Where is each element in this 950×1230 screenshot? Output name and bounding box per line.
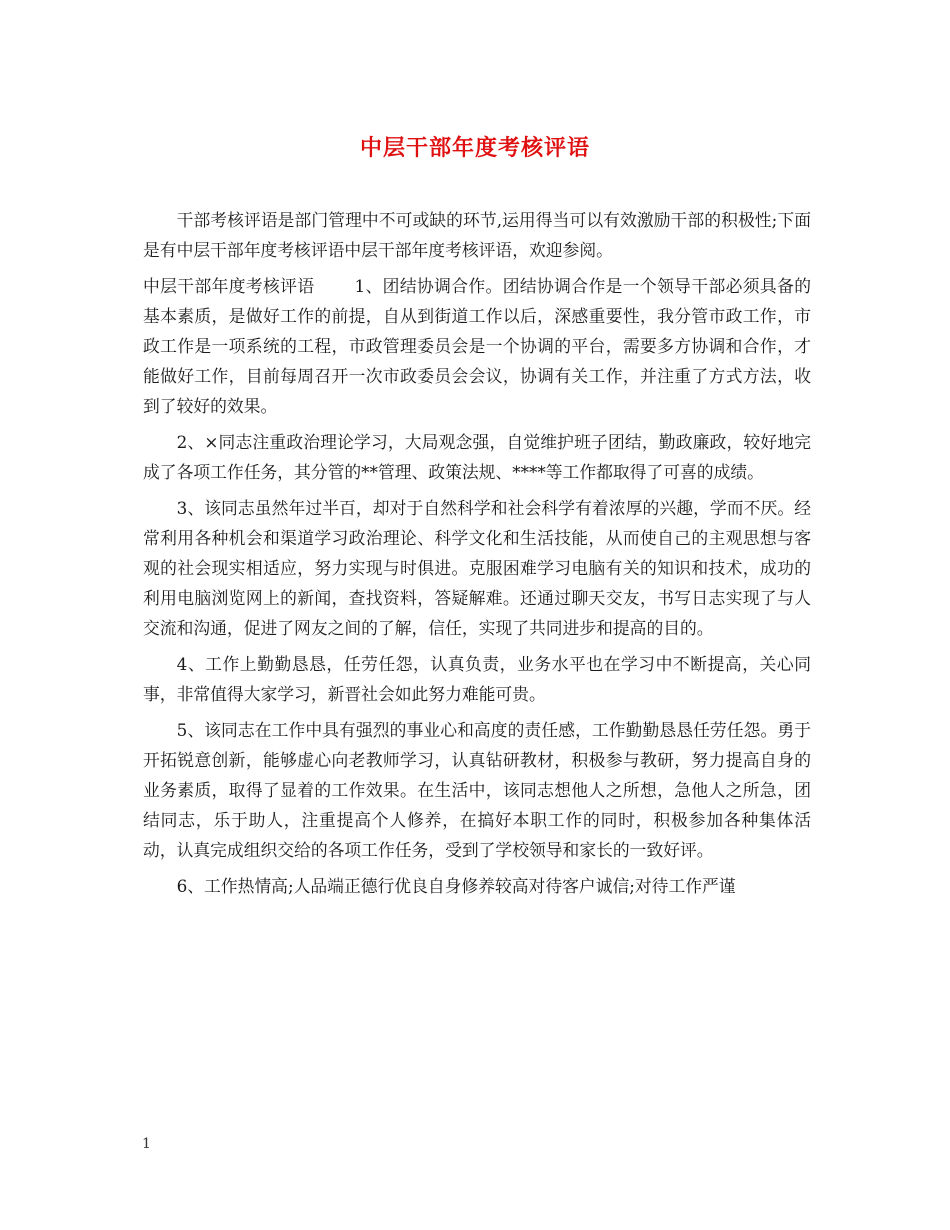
paragraph-item-4: 4、工作上勤勤恳恳，任劳任怨，认真负责，业务水平也在学习中不断提高，关心同事，非常值得大家学习，新晋社会如此努力难能可贵。 [143,654,811,704]
page-number: 1 [142,1136,151,1152]
document-title: 中层干部年度考核评语 [359,135,590,161]
paragraph-item-2: 2、×同志注重政治理论学习，大局观念强，自觉维护班子团结，勤政廉政，较好地完成了各项工作任务，其分管的**管理、政策法规、****等工作都取得了可喜的成绩。 [143,432,811,482]
paragraph-item-5: 5、该同志在工作中具有强烈的事业心和高度的责任感，工作勤勤恳恳任劳任怨。勇于开拓锐意创新，能够虚心向老教师学习，认真钻研教材，积极参与教研，努力提高自身的业务素质，取得了显着的工作效果。在生活中，该同志想他人之所想，急他人之所急，团结同志，乐于助人，注重提高个人修养，在搞好本职工作的同时，积极参加各种集体活动，认真完成组织交给的各项工作任务，受到了学校领导和家长的一致好评。 [143,720,811,860]
paragraph-item-1: 中层干部年度考核评语 1、团结协调合作。团结协调合作是一个领导干部必须具备的基本素质，是做好工作的前提，自从到街道工作以后，深感重要性，我分管市政工作，市政工作是一项系统的工程，市政管理委员会是一个协调的平台，需要多方协调和合作，才能做好工作，目前每周召开一次市政委员会会议，协调有关工作，并注重了方式方法，收到了较好的效果。 [143,276,811,416]
paragraph-item-3: 3、该同志虽然年过半百，却对于自然科学和社会科学有着浓厚的兴趣，学而不厌。经常利用各种机会和渠道学习政治理论、科学文化和生活技能，从而使自己的主观思想与客观的社会现实相适应，努力实现与时俱进。克服困难学习电脑有关的知识和技术，成功的利用电脑浏览网上的新闻，查找资料，答疑解难。还通过聊天交友，书写日志实现了与人交流和沟通，促进了网友之间的了解，信任，实现了共同进步和提高的目的。 [143,498,811,638]
paragraph-intro: 干部考核评语是部门管理中不可或缺的环节,运用得当可以有效激励干部的积极性;下面是有中层干部年度考核评语中层干部年度考核评语，欢迎参阅。 [143,210,811,260]
document-body [143,205,811,901]
paragraph-item-6: 6、工作热情高;人品端正德行优良自身修养较高对待客户诚信;对待工作严谨 [176,876,736,896]
